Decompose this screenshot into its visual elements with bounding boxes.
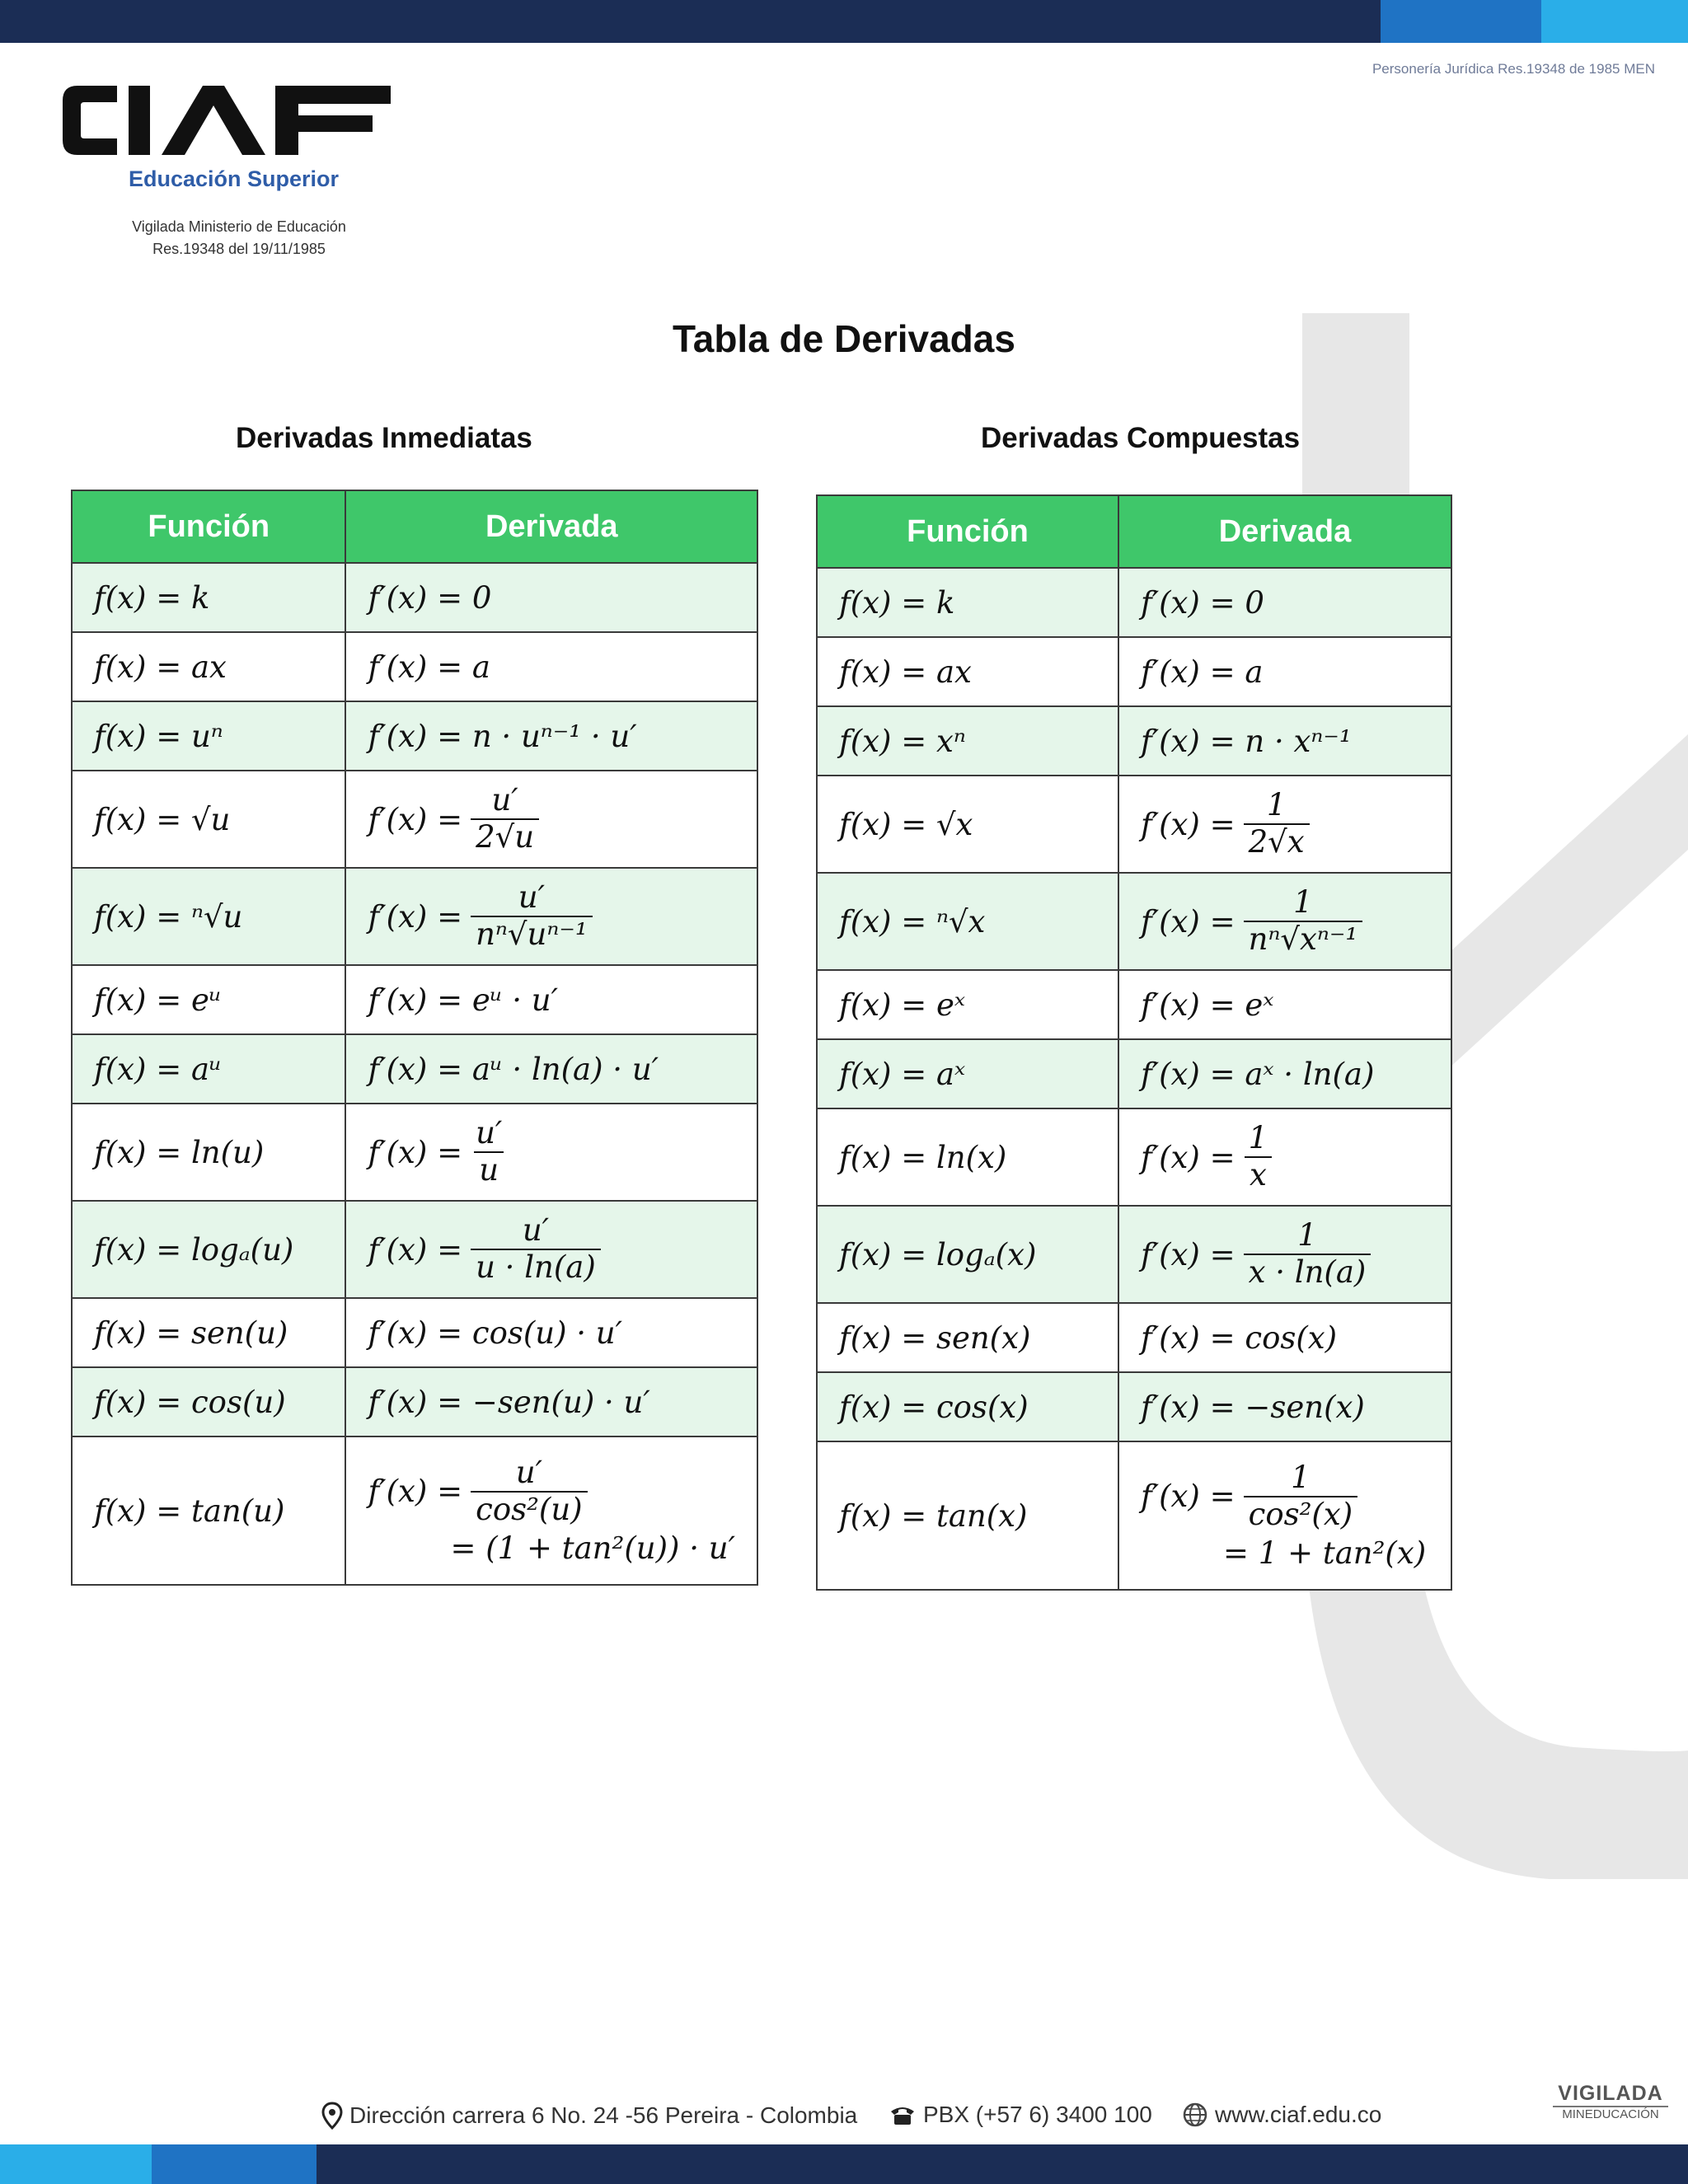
- fraction-numerator: 1: [1248, 1120, 1268, 1156]
- table-row: [817, 1039, 1451, 1108]
- function-cell: f(x) = tan(u): [72, 1436, 345, 1585]
- derivative-lhs: f′(x) =: [1141, 806, 1236, 842]
- top-bar-blue-segment: [1381, 0, 1541, 43]
- table-row: [817, 1206, 1451, 1303]
- table-row: [72, 1034, 757, 1104]
- table-row: [72, 965, 757, 1034]
- derivative-lhs: f′(x) =: [1141, 1479, 1236, 1514]
- table-row: [817, 706, 1451, 776]
- fraction-numerator: 1: [1293, 884, 1313, 921]
- function-cell: f(x) = xⁿ: [817, 706, 1118, 776]
- function-cell: f(x) = logₐ(x): [817, 1206, 1118, 1303]
- derivative-cell: [1118, 1108, 1451, 1206]
- logo-note-line2: Res.19348 del 19/11/1985: [152, 241, 326, 257]
- function-cell: f(x) = uⁿ: [72, 701, 345, 771]
- derivative-cell: f′(x) = n · uⁿ⁻¹ · u′: [345, 701, 757, 771]
- column-header-derivative: Derivada: [1118, 495, 1451, 568]
- table-derivadas-compuestas: [816, 494, 1452, 1591]
- fraction-denominator: 2√x: [1244, 823, 1310, 860]
- fraction-numerator: 1: [1266, 787, 1287, 823]
- footer: [0, 2090, 1688, 2148]
- derivative-cell: f′(x) = aˣ · ln(a): [1118, 1039, 1451, 1108]
- fraction: [1244, 788, 1310, 860]
- fraction-denominator: cos²(x): [1244, 1496, 1358, 1533]
- bottom-bar-blue-segment: [152, 2144, 316, 2184]
- table-row: [817, 1441, 1451, 1590]
- derivative-cell: [345, 771, 757, 868]
- function-cell: f(x) = √x: [817, 776, 1118, 873]
- table-row: [817, 873, 1451, 970]
- derivative-lhs: f′(x) =: [368, 801, 463, 837]
- derivative-cell: [1118, 1206, 1451, 1303]
- function-cell: f(x) = ln(u): [72, 1104, 345, 1201]
- table-row: [817, 1303, 1451, 1372]
- derivative-lhs: f′(x) =: [368, 1231, 463, 1268]
- function-cell: f(x) = aᵘ: [72, 1034, 345, 1104]
- function-cell: f(x) = cos(u): [72, 1367, 345, 1436]
- seal-line1: VIGILADA: [1553, 2082, 1668, 2107]
- table-row: [817, 568, 1451, 637]
- column-header-function: Función: [72, 490, 345, 563]
- fraction-denominator: nⁿ√xⁿ⁻¹: [1244, 921, 1363, 958]
- table-row: [72, 771, 757, 868]
- table-row: [72, 632, 757, 701]
- fraction: [471, 1213, 601, 1285]
- table-derivadas-inmediatas: [71, 490, 758, 1586]
- derivative-cell: f′(x) = −sen(u) · u′: [345, 1367, 757, 1436]
- logo-note: [107, 216, 371, 260]
- derivative-cell: [345, 1436, 757, 1585]
- table-row: [72, 1298, 757, 1367]
- derivative-cell: f′(x) = cos(u) · u′: [345, 1298, 757, 1367]
- bottom-bar-cyan-segment: [0, 2144, 152, 2184]
- derivative-cell: [1118, 1441, 1451, 1590]
- fraction-denominator: u: [474, 1151, 504, 1188]
- fraction: [471, 880, 593, 952]
- derivative-identity: = (1 + tan²(u)) · u′: [450, 1530, 735, 1567]
- table-row: [817, 1108, 1451, 1206]
- fraction-numerator: u′: [491, 782, 518, 818]
- right-section-heading: Derivadas Compuestas: [981, 422, 1301, 454]
- derivative-cell: f′(x) = eˣ: [1118, 970, 1451, 1039]
- fraction: [1244, 1218, 1372, 1290]
- fraction: [1244, 1460, 1358, 1532]
- globe-icon: [1182, 2102, 1208, 2128]
- table-row: [72, 1367, 757, 1436]
- fraction-numerator: u′: [515, 1454, 542, 1490]
- fraction-denominator: nⁿ√uⁿ⁻¹: [471, 916, 593, 953]
- derivative-cell: [345, 868, 757, 965]
- function-cell: f(x) = eˣ: [817, 970, 1118, 1039]
- derivative-cell: f′(x) = aᵘ · ln(a) · u′: [345, 1034, 757, 1104]
- legal-note: Personería Jurídica Res.19348 de 1985 MEN: [1372, 61, 1655, 77]
- column-header-function: Función: [817, 495, 1118, 568]
- table-row: [72, 1201, 757, 1298]
- derivative-cell: f′(x) = 0: [345, 563, 757, 632]
- top-color-bar: [0, 0, 1688, 43]
- table-row: [72, 868, 757, 965]
- page-title: Tabla de Derivadas: [673, 317, 1015, 360]
- fraction-denominator: x: [1245, 1156, 1272, 1193]
- derivative-cell: [345, 1104, 757, 1201]
- derivative-lhs: f′(x) =: [1141, 903, 1236, 940]
- derivative-lhs: f′(x) =: [368, 1474, 463, 1509]
- bottom-color-bar: [0, 2144, 1688, 2184]
- derivative-cell: [1118, 873, 1451, 970]
- function-cell: f(x) = ⁿ√x: [817, 873, 1118, 970]
- function-cell: f(x) = √u: [72, 771, 345, 868]
- table-row: [72, 1104, 757, 1201]
- derivative-cell: f′(x) = a: [1118, 637, 1451, 706]
- logo-note-line1: Vigilada Ministerio de Educación: [132, 218, 346, 235]
- fraction-denominator: x · ln(a): [1244, 1254, 1372, 1291]
- fraction-numerator: u′: [522, 1212, 550, 1249]
- fraction: [1244, 885, 1363, 957]
- table-row: [72, 563, 757, 632]
- function-cell: f(x) = logₐ(u): [72, 1201, 345, 1298]
- top-bar-cyan-segment: [1541, 0, 1688, 43]
- phone-icon: [889, 2103, 917, 2126]
- derivative-cell: f′(x) = cos(x): [1118, 1303, 1451, 1372]
- derivative-lhs: f′(x) =: [1141, 1139, 1236, 1175]
- fraction: [471, 1116, 507, 1188]
- fraction-denominator: cos²(u): [471, 1491, 588, 1528]
- footer-address: [321, 2102, 857, 2130]
- function-cell: f(x) = ax: [72, 632, 345, 701]
- function-cell: f(x) = k: [72, 563, 345, 632]
- derivative-lhs: f′(x) =: [368, 1134, 463, 1170]
- fraction-numerator: u′: [518, 879, 545, 916]
- vigilada-seal: [1553, 2082, 1668, 2121]
- fraction: [471, 783, 539, 855]
- table-row: [72, 701, 757, 771]
- derivative-cell: f′(x) = 0: [1118, 568, 1451, 637]
- derivative-cell: f′(x) = eᵘ · u′: [345, 965, 757, 1034]
- website-text[interactable]: www.ciaf.edu.co: [1215, 2102, 1382, 2127]
- fraction: [471, 1455, 588, 1527]
- logo-subtitle: Educación Superior: [129, 166, 340, 191]
- function-cell: f(x) = ax: [817, 637, 1118, 706]
- derivative-cell: f′(x) = a: [345, 632, 757, 701]
- fraction: [1244, 1121, 1273, 1193]
- derivative-lhs: f′(x) =: [1141, 1236, 1236, 1272]
- address-text: Dirección carrera 6 No. 24 -56 Pereira - Colombia: [349, 2102, 858, 2128]
- fraction-numerator: 1: [1291, 1459, 1311, 1495]
- function-cell: f(x) = cos(x): [817, 1372, 1118, 1441]
- fraction-denominator: 2√u: [471, 818, 539, 855]
- fraction-numerator: 1: [1297, 1217, 1317, 1254]
- table-row: [817, 970, 1451, 1039]
- derivative-cell: f′(x) = n · xⁿ⁻¹: [1118, 706, 1451, 776]
- fraction-denominator: u · ln(a): [471, 1249, 601, 1286]
- derivative-cell: [1118, 776, 1451, 873]
- footer-website[interactable]: [1182, 2102, 1381, 2128]
- function-cell: f(x) = sen(x): [817, 1303, 1118, 1372]
- function-cell: f(x) = ln(x): [817, 1108, 1118, 1206]
- function-cell: f(x) = k: [817, 568, 1118, 637]
- derivative-cell: [345, 1201, 757, 1298]
- table-row: [817, 776, 1451, 873]
- function-cell: f(x) = aˣ: [817, 1039, 1118, 1108]
- function-cell: f(x) = ⁿ√u: [72, 868, 345, 965]
- seal-line2: MINEDUCACIÓN: [1562, 2107, 1659, 2121]
- location-pin-icon: [321, 2102, 343, 2130]
- function-cell: f(x) = tan(x): [817, 1441, 1118, 1590]
- footer-phone: [889, 2102, 1152, 2128]
- ciaf-logo: [59, 79, 406, 162]
- derivative-identity: = 1 + tan²(x): [1223, 1535, 1427, 1572]
- fraction-numerator: u′: [476, 1115, 503, 1151]
- derivative-cell: f′(x) = −sen(x): [1118, 1372, 1451, 1441]
- phone-text: PBX (+57 6) 3400 100: [923, 2102, 1152, 2127]
- function-cell: f(x) = sen(u): [72, 1298, 345, 1367]
- function-cell: f(x) = eᵘ: [72, 965, 345, 1034]
- table-row: [72, 1436, 757, 1585]
- derivative-lhs: f′(x) =: [368, 898, 463, 935]
- left-section-heading: Derivadas Inmediatas: [236, 422, 532, 454]
- column-header-derivative: Derivada: [345, 490, 757, 563]
- table-row: [817, 1372, 1451, 1441]
- table-row: [817, 637, 1451, 706]
